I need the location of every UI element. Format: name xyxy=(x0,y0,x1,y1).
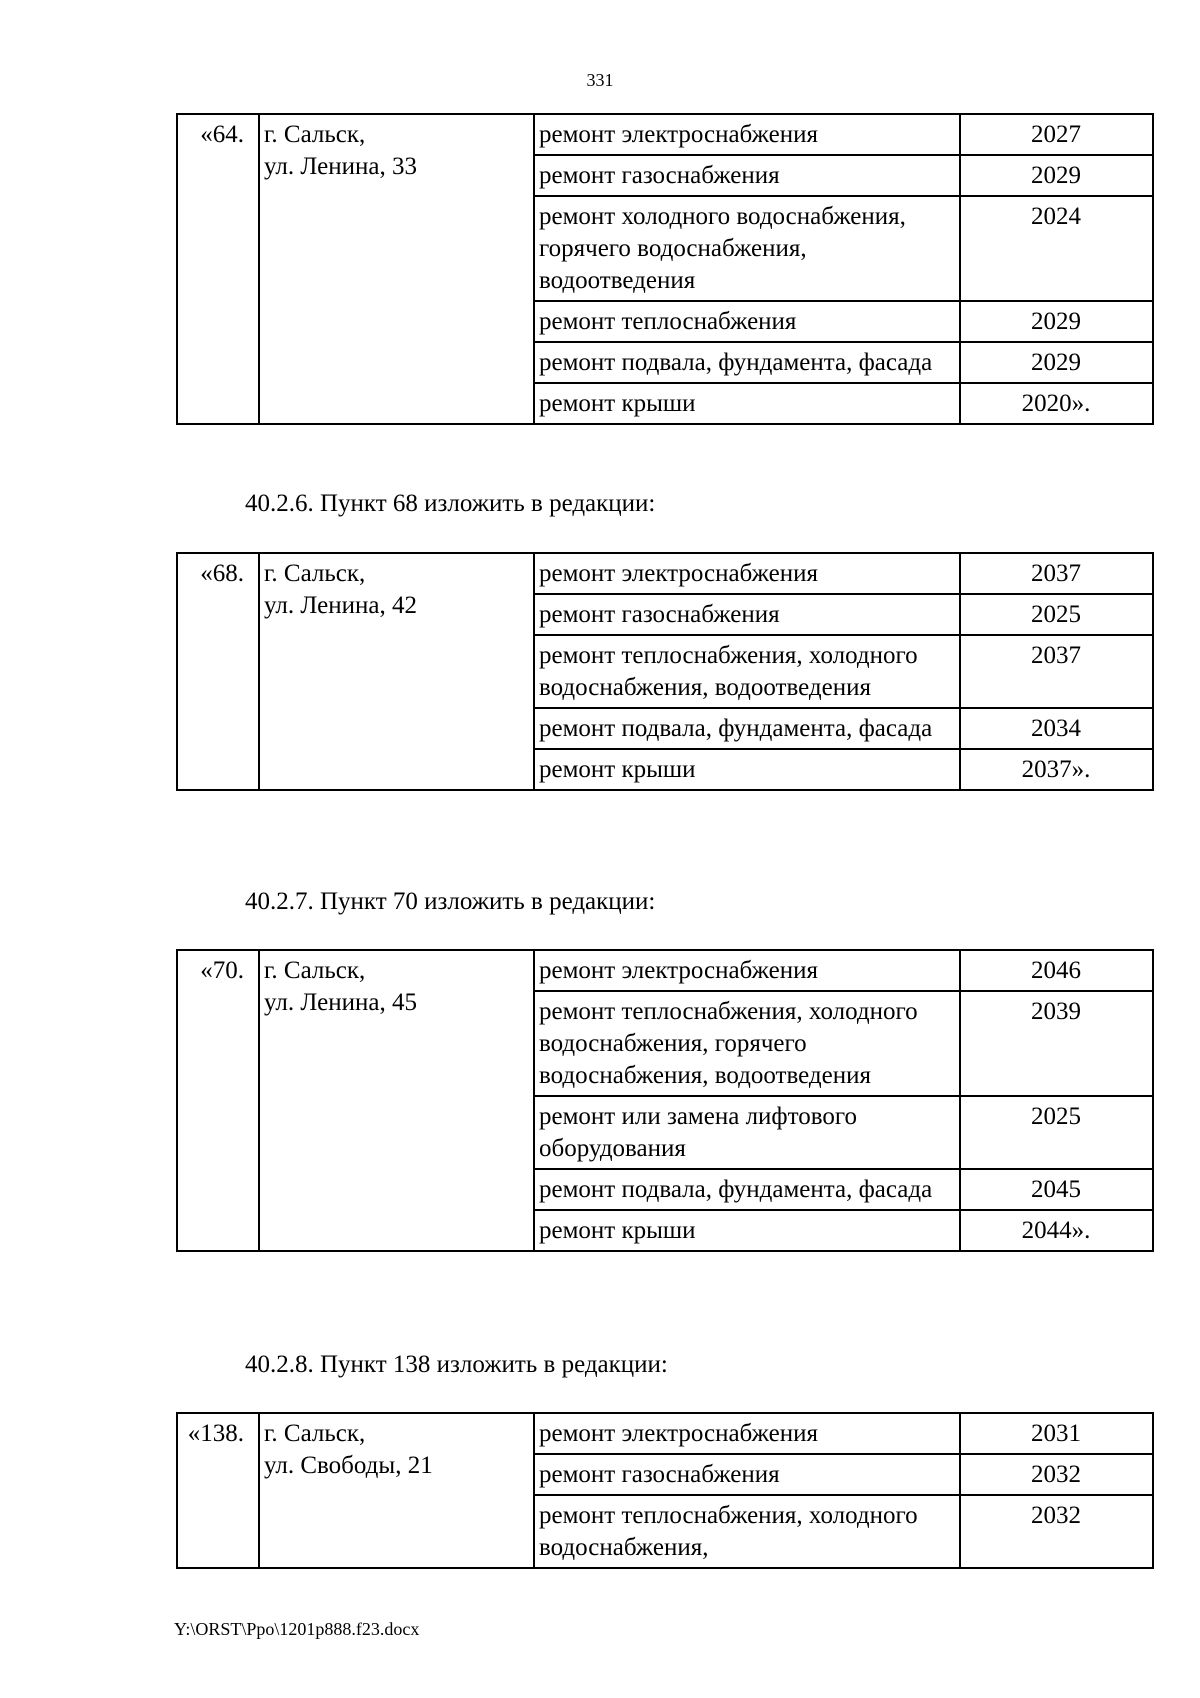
item-number: «68. xyxy=(177,553,259,790)
work-type-cell: ремонт или замена лифтового оборудования xyxy=(534,1096,960,1169)
item-table-138 xyxy=(176,1412,1154,1569)
year-cell: 2020». xyxy=(960,383,1153,424)
section-heading-70: 40.2.7. Пункт 70 изложить в редакции: xyxy=(245,888,656,915)
year-cell: 2029 xyxy=(960,342,1153,383)
work-type-cell: ремонт газоснабжения xyxy=(534,1454,960,1495)
work-type-cell: ремонт теплоснабжения xyxy=(534,301,960,342)
address-line: г. Сальск, xyxy=(264,121,366,148)
work-type-cell: ремонт теплоснабжения, холодного водоснабжения, горячего водоснабжения, водоотведения xyxy=(534,991,960,1096)
work-type-cell: ремонт газоснабжения xyxy=(534,594,960,635)
table-row xyxy=(177,950,1153,991)
item-table-70 xyxy=(176,949,1154,1252)
table-row xyxy=(177,114,1153,155)
year-cell: 2039 xyxy=(960,991,1153,1096)
page-number: 331 xyxy=(586,70,614,90)
address-line: г. Сальск, xyxy=(264,1420,366,1447)
work-type-cell: ремонт электроснабжения xyxy=(534,114,960,155)
address-line: г. Сальск, xyxy=(264,560,366,587)
work-type-cell: ремонт электроснабжения xyxy=(534,553,960,594)
year-cell: 2037 xyxy=(960,635,1153,708)
item-number: «70. xyxy=(177,950,259,1251)
work-type-cell: ремонт теплоснабжения, холодного водоснабжения, xyxy=(534,1495,960,1568)
year-cell: 2029 xyxy=(960,155,1153,196)
year-cell: 2025 xyxy=(960,594,1153,635)
item-table-64 xyxy=(176,113,1154,425)
table-row xyxy=(177,553,1153,594)
address-line: ул. Ленина, 45 xyxy=(264,989,417,1016)
item-number: «138. xyxy=(177,1413,259,1568)
item-address xyxy=(259,553,534,790)
item-address xyxy=(259,1413,534,1568)
address-line: г. Сальск, xyxy=(264,957,366,984)
work-type-cell: ремонт подвала, фундамента, фасада xyxy=(534,342,960,383)
address-line: ул. Свободы, 21 xyxy=(264,1452,433,1479)
year-cell: 2024 xyxy=(960,196,1153,301)
file-path-footer: Y:\ORST\Ppo\1201p888.f23.docx xyxy=(174,1619,420,1639)
work-type-cell: ремонт подвала, фундамента, фасада xyxy=(534,1169,960,1210)
item-address xyxy=(259,114,534,424)
item-table-68 xyxy=(176,552,1154,791)
work-type-cell: ремонт крыши xyxy=(534,383,960,424)
item-number: «64. xyxy=(177,114,259,424)
year-cell: 2031 xyxy=(960,1413,1153,1454)
address-line: ул. Ленина, 42 xyxy=(264,592,417,619)
work-type-cell: ремонт подвала, фундамента, фасада xyxy=(534,708,960,749)
year-cell: 2046 xyxy=(960,950,1153,991)
work-type-cell: ремонт электроснабжения xyxy=(534,950,960,991)
year-cell: 2034 xyxy=(960,708,1153,749)
year-cell: 2045 xyxy=(960,1169,1153,1210)
year-cell: 2032 xyxy=(960,1454,1153,1495)
work-type-cell: ремонт теплоснабжения, холодного водоснабжения, водоотведения xyxy=(534,635,960,708)
year-cell: 2037 xyxy=(960,553,1153,594)
year-cell: 2032 xyxy=(960,1495,1153,1568)
section-heading-138: 40.2.8. Пункт 138 изложить в редакции: xyxy=(245,1351,668,1378)
year-cell: 2037». xyxy=(960,749,1153,790)
item-address xyxy=(259,950,534,1251)
section-heading-68: 40.2.6. Пункт 68 изложить в редакции: xyxy=(245,490,656,517)
work-type-cell: ремонт холодного водоснабжения, горячего водоснабжения, водоотведения xyxy=(534,196,960,301)
work-type-cell: ремонт газоснабжения xyxy=(534,155,960,196)
year-cell: 2025 xyxy=(960,1096,1153,1169)
year-cell: 2029 xyxy=(960,301,1153,342)
year-cell: 2044». xyxy=(960,1210,1153,1251)
year-cell: 2027 xyxy=(960,114,1153,155)
work-type-cell: ремонт крыши xyxy=(534,749,960,790)
address-line: ул. Ленина, 33 xyxy=(264,153,417,180)
table-row xyxy=(177,1413,1153,1454)
work-type-cell: ремонт крыши xyxy=(534,1210,960,1251)
work-type-cell: ремонт электроснабжения xyxy=(534,1413,960,1454)
